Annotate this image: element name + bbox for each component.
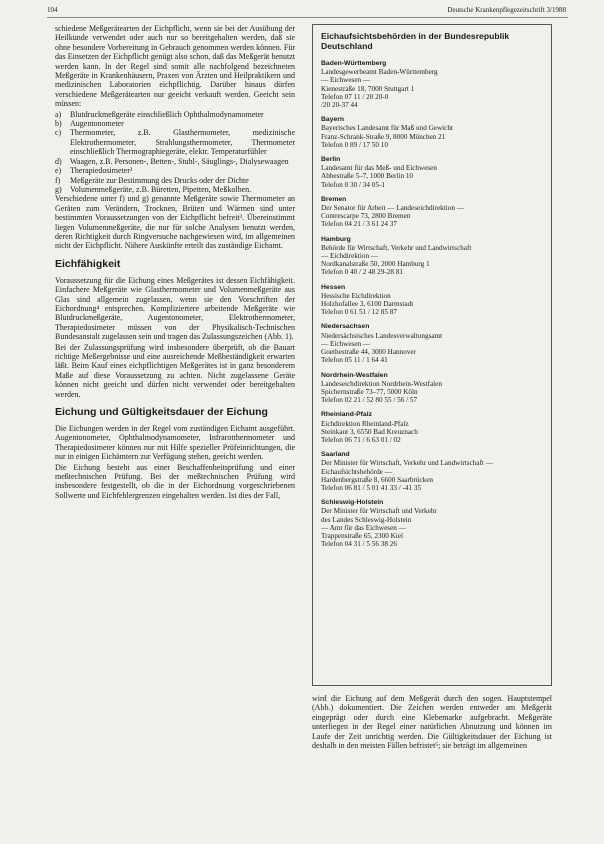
state-name: Hessen: [321, 283, 346, 291]
list-item: g) Volumenmeßgeräte, z.B. Büretten, Pipetten, Meßkolben.: [55, 184, 252, 194]
address-line: Landesamt für das Meß- und Eichwesen: [321, 164, 437, 173]
address-line: Telefon 04 21 / 3 61 24 37: [321, 220, 397, 229]
address-line: /20 20-37 44: [321, 101, 358, 110]
address-line: Contrescarpe 73, 2800 Bremen: [321, 212, 411, 221]
address-line: Telefon 06 81 / 5 01 41 33 / -41 35: [321, 483, 422, 492]
state-name: Baden-Württemberg: [321, 60, 387, 67]
address-line: Behörde für Wirtschaft, Verkehr und Landwirtschaft: [321, 243, 472, 252]
list-item: f) Meßgeräte zur Bestimmung des Drucks oder der Dichte: [55, 175, 249, 185]
address-line: Telefon 06 71 / 6 63 01 / 02: [321, 435, 401, 444]
heading-eichung: Eichung und Gültigkeitsdauer der Eichung: [55, 406, 268, 419]
address-line: — Eichwesen —: [321, 76, 371, 85]
exemption-paragraph: Verschiedene unter f) und g) genannte Meßgeräte sowie Thermometer an Geräten zum Verändern, Trocknen, Brüten und Wärmen sind unter bestimmten Voraussetzungen von der Eichpflicht befreit³. Übereinstimmt liegen Volumenmeßgeräte, die nur für solche Analysen benutzt werden, deren Richtigkeit durch Ringversuche nachgewiesen wird, im allgemeinen nicht der Eichpflicht. Nähere Auskünfte erteilt das zuständige Eichamt.: [55, 194, 295, 251]
address-line: Telefon 07 11 / 20 20-0: [321, 92, 389, 101]
list-item: c) Thermometer, z.B. Glasthermometer, medizinische Elektrothermometer, Strahlungsthermometer, Thermometer einschließlich Thermographiegeräte, elektr. Temperaturfühler: [55, 128, 295, 157]
journal-title: Deutsche Krankenpflegezeitschrift 3/1988: [447, 6, 566, 14]
left-column: [55, 24, 295, 501]
authority-entry: [321, 451, 543, 492]
address-line: Trappenstraße 65, 2300 Kiel: [321, 531, 403, 540]
address-line: Telefon 0 30 / 34 05-1: [321, 180, 385, 189]
authority-list: [321, 60, 543, 548]
authority-entry: [321, 60, 543, 109]
address-line: Der Senator für Arbeit — Landeseichdirektion —: [321, 204, 464, 213]
address-line: des Landes Schleswig-Holstein: [321, 515, 412, 524]
address-line: Franz-Schrank-Straße 9, 8000 München 21: [321, 132, 446, 141]
address-line: Landesgewerbeamt Baden-Württemberg: [321, 68, 438, 77]
page-number: 104: [47, 6, 58, 14]
state-name: Rheinland-Pfalz: [321, 411, 372, 419]
address-line: Steinkaut 3, 6550 Bad Kreuznach: [321, 427, 418, 436]
authority-entry: [321, 499, 543, 548]
state-name: Saarland: [321, 451, 350, 459]
heading-eichfaehigkeit: Eichfähigkeit: [55, 257, 121, 270]
list-item: a) Blutdruckmeßgeräte einschließlich Ophthalmodynamometer: [55, 109, 264, 119]
state-name: Hamburg: [321, 235, 351, 243]
authority-entry: [321, 156, 543, 189]
right-column: [312, 694, 552, 751]
address-line: Nordkanalstraße 50, 2000 Hamburg 1: [321, 260, 430, 269]
address-line: Telefon 05 11 / 1 64 41: [321, 356, 388, 365]
address-line: Kienestraße 18, 7000 Stuttgart 1: [321, 84, 415, 93]
address-line: — Eichwesen —: [321, 339, 371, 348]
authority-entry: [321, 196, 543, 229]
address-line: Landeseichdirektion Nordrhein-Westfalen: [321, 379, 442, 388]
authority-entry: [321, 236, 543, 277]
address-line: Goethestraße 44, 3000 Hannover: [321, 348, 417, 357]
address-line: Der Minister für Wirtschaft, Verkehr und Landwirtschaft — Eichaufsichtsbehörde —: [321, 459, 493, 476]
address-line: Bayerisches Landesamt für Maß und Gewicht: [321, 124, 453, 133]
state-name: Nordrhein-Westfalen: [321, 371, 388, 379]
address-line: Telefon 0 89 / 17 50 10: [321, 140, 388, 149]
authorities-box: [312, 24, 552, 686]
state-name: Berlin: [321, 156, 341, 164]
list-item: b) Augentonometer: [55, 119, 124, 129]
list-item: d) Waagen, z.B. Personen-, Betten-, Stuhl-, Säuglings-, Dialysewaagen: [55, 156, 289, 166]
inspection-paragraph: Die Eichung besteht aus einer Beschaffenheitsprüfung und einer meßtechnischen Prüfung. Bei der meßtechnischen Prüfung wird insbesondere festgestellt, ob die in der Eichordnung vorgeschriebenen Sollwerte und Eichfehlergrenzen eingehalten werden. Ist dies der Fall,: [55, 462, 295, 500]
right-paragraph: wird die Eichung auf dem Meßgerät durch den sogen. Hauptstempel (Abb.) dokumentiert. Die Zeichen werden entweder am Meßgerät eingeprägt oder durch eine Klebemarke aufgebracht. Meßgeräte unterliegen in der Regel einer natürlichen Abnutzung und können im Laufe der Zeit unrichtig werden. Die Gültigkeitsdauer der Eichung ist deshalb in den meisten Fällen befristet⁵; sie beträgt im allgemeinen: [312, 694, 552, 751]
address-line: — Eichdirektion —: [321, 252, 379, 261]
state-name: Schleswig-Holstein: [321, 499, 384, 507]
address-line: Telefon 0 61 51 / 12 85 87: [321, 308, 397, 317]
address-line: — Amt für das Eichwesen —: [321, 523, 406, 532]
header-rule: [47, 17, 568, 18]
address-line: Holzhofallee 3, 6100 Darmstadt: [321, 300, 414, 309]
authority-entry: [321, 116, 543, 149]
device-list: [55, 110, 295, 195]
address-line: Telefon 04 31 / 5 56 38 26: [321, 540, 397, 549]
address-line: Hessische Eichdirektion: [321, 291, 391, 300]
authority-entry: [321, 284, 543, 317]
state-name: Niedersachsen: [321, 323, 370, 331]
intro-paragraph: schiedene Meßgerätearten der Eichpflicht, wenn sie bei der Ausübung der Heilkunde verwendet oder auch nur so bereitgehalten werden, daß sie ohne besondere Vorbereitung in Gebrauch genommen werden können. Für das Einsetzen der Eichpflicht genügt also schon, daß das Meßgerät benutzt werden kann. In der Regel sind somit alle nachfolgend bezeichneten Meßgeräte in Krankenhäusern, Praxen von Ärzten und Heilpraktikern und medizinischen Laboratorien eichpflichtig. Darüber hinaus dürfen verschiedene Meßgerätearten nur geeicht verkauft werden. Geeicht sein müssen:: [55, 24, 295, 109]
state-name: Bayern: [321, 116, 345, 124]
eligibility-paragraph: Voraussetzung für die Eichung eines Meßgerätes ist dessen Eichfähigkeit. Einfachere Meßgeräte wie Glasthermometer und Volumenmeßgeräte aus Glas sind allgemein zugelassen, wenn sie den Vorschriften der Eichordnung⁴ entsprechen. Kompliziertere arbeitende Meßgeräte wie Blutdruckmeßgeräte, Augentonometer, Elektrothermometer, Therapiedosimeter müssen von der Physikalisch-Technischen Bundesanstalt zugelassen sein und tragen das Zulassungszeichen (Abb. 1).: [55, 275, 295, 342]
list-item: e) Therapiedosimeter²: [55, 166, 133, 176]
authority-entry: [321, 411, 543, 444]
approval-paragraph: Bei der Zulassungsprüfung wird insbesondere überprüft, ob die Bauart richtige Meßergebnisse und eine ausreichende Meßbeständigkeit erwarten läßt. Beim Kauf eines eichpflichtigen Meßgerätes ist in ganz besonderem Maße auf diese Voraussetzung zu achten. Nicht zugelassene Geräte können nicht geeicht und dürfen nicht verwendet oder bereitgehalten werden.: [55, 342, 295, 399]
address-line: Eichdirektion Rheinland-Pfalz: [321, 419, 409, 428]
address-line: Abbestraße 5–7, 1000 Berlin 10: [321, 172, 414, 181]
calibration-paragraph: Die Eichungen werden in der Regel vom zuständigen Eichamt ausgeführt. Augentonometer, Ophthalmodynamometer, Infrarotthermometer und Therapiedosimeter können nur mit Hilfe spezieller Prüfeinrichtungen, die nur in einigen Eichämtern zur Verfügung stehen, geeicht werden.: [55, 424, 295, 462]
address-line: Niedersächsisches Landesverwaltungsamt: [321, 331, 443, 340]
authority-entry: [321, 372, 543, 405]
address-line: Telefon 02 21 / 52 80 55 / 56 / 57: [321, 396, 418, 405]
address-line: Telefon 0 40 / 2 48 29-28 81: [321, 268, 403, 277]
address-line: Hardenbergstraße 8, 6600 Saarbrücken: [321, 475, 434, 484]
address-line: Der Minister für Wirtschaft und Verkehr: [321, 507, 437, 516]
address-line: Spichernstraße 73–77, 5000 Köln: [321, 387, 418, 396]
authority-entry: [321, 323, 543, 364]
box-title: Eichaufsichtsbehörden in der Bundesrepublik Deutschland: [321, 31, 510, 51]
state-name: Bremen: [321, 195, 347, 203]
